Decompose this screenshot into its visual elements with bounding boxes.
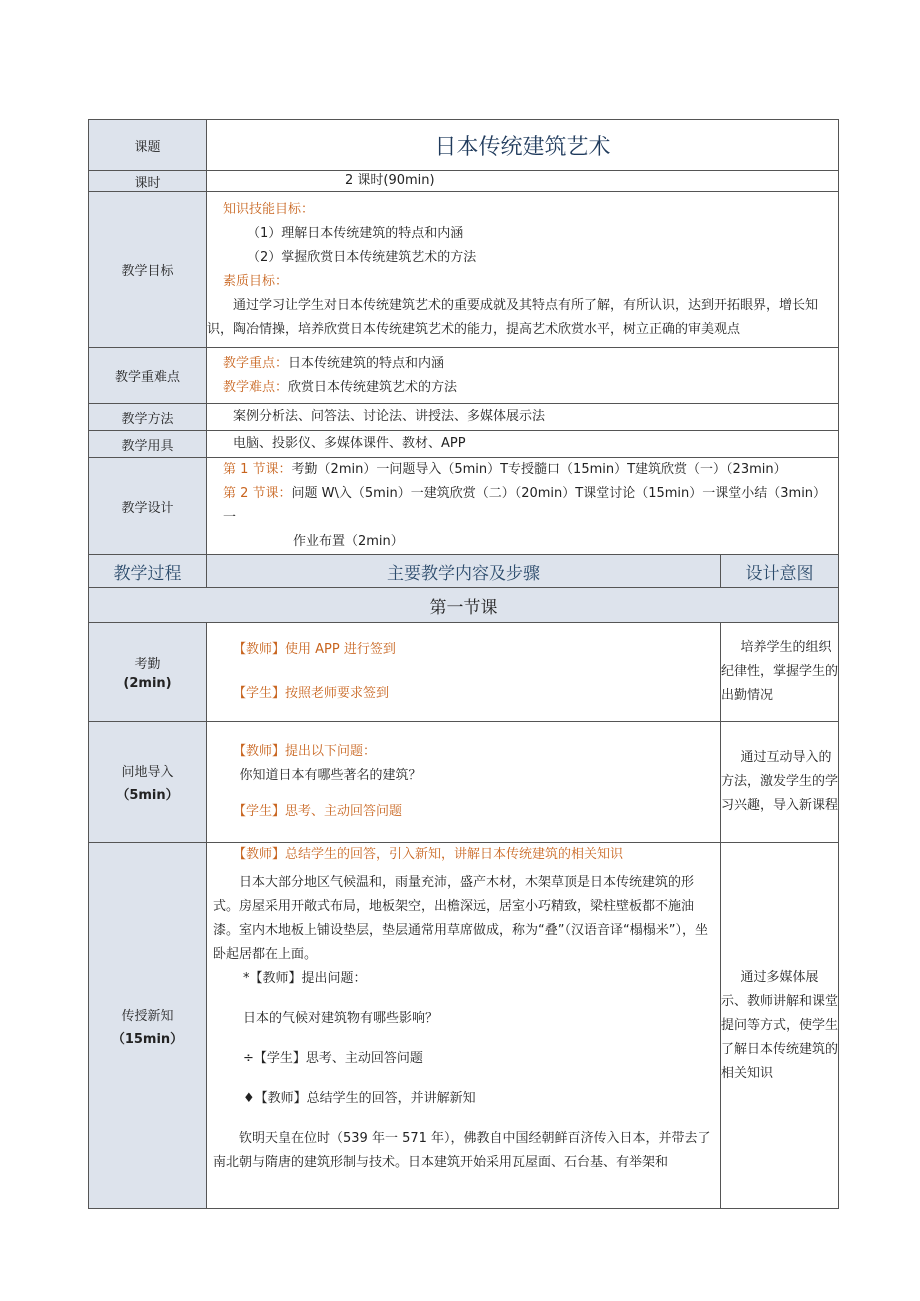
design-intent (721, 722, 839, 843)
column-header-content: 主要教学内容及步骤 (207, 555, 721, 588)
design-label: 教学设计 (89, 458, 207, 555)
step-content (207, 843, 721, 1209)
column-header-intent: 设计意图 (721, 555, 839, 588)
design-intent (721, 623, 839, 722)
student-action: 【学生】思考、主动回答问题 (233, 804, 403, 819)
objectives-cell (207, 192, 839, 348)
teacher-summary: ♦【教师】总结学生的回答，并讲解新知 (243, 1091, 476, 1106)
lesson2-title: 第 2 节课： (223, 486, 292, 501)
focus-text: 日本传统建筑的特点和内涵 (288, 355, 445, 371)
step-name: 考勤 (134, 657, 161, 672)
step-time: （15min） (111, 1031, 184, 1047)
lesson2-continuation: 作业布置（2min） (293, 534, 404, 549)
question-text: 日本的气候对建筑物有哪些影响？ (243, 1011, 439, 1026)
objectives-label: 教学目标 (89, 192, 207, 348)
lesson-plan-table (88, 119, 839, 1209)
step-time: (2min) (123, 676, 172, 691)
hours-label: 课时 (89, 171, 207, 192)
key-points-cell (207, 348, 839, 404)
teacher-action: 【教师】总结学生的回答，引入新知，讲解日本传统建筑的相关知识 (233, 847, 624, 862)
teacher-question-prompt: *【教师】提出问题： (243, 971, 367, 986)
step-name-cell (89, 843, 207, 1209)
step-name: 传授新知 (121, 1008, 174, 1024)
lesson1-title: 第 1 节课： (223, 462, 292, 477)
knowledge-paragraph-2: 钦明天皇在位时（539 年一 571 年），佛教自中国经朝鲜百济传入日本，并带去了南北朝与隋唐的建筑形制与技术。日本建筑开始采用瓦屋面、石台基、有举架和 (213, 1131, 711, 1170)
difficulty-title: 教学难点： (223, 379, 289, 395)
knowledge-goal-title: 知识技能目标： (223, 201, 315, 217)
step-row-new-knowledge (89, 843, 839, 1209)
student-action: ÷【学生】思考、主动回答问题 (243, 1051, 423, 1066)
step-time: （5min） (116, 788, 179, 803)
intent-text: 通过多媒体展示、教师讲解和课堂提问等方式，使学生了解日本传统建筑的相关知识 (721, 969, 839, 1081)
question-text: 你知道日本有哪些著名的建筑？ (239, 768, 422, 783)
intent-text: 通过互动导入的方法，激发学生的学习兴趣，导入新课程 (721, 750, 839, 813)
key-points-label: 教学重难点 (89, 348, 207, 404)
objective-item-2: （2）掌握欣赏日本传统建筑艺术的方法 (247, 249, 477, 265)
topic-title: 日本传统建筑艺术 (207, 120, 839, 171)
methods-value: 案例分析法、问答法、讨论法、讲授法、多媒体展示法 (207, 404, 839, 431)
intent-text: 培养学生的组织纪律性，掌握学生的出勤情况 (721, 640, 839, 703)
methods-label: 教学方法 (89, 404, 207, 431)
lesson1-text: 考勤（2min）一问题导入（5min）T专授髓口（15min）T建筑欣赏（一）（23min） (291, 462, 787, 477)
design-intent (721, 843, 839, 1209)
hours-value: 2 课时(90min) (207, 171, 839, 192)
knowledge-paragraph-1: 日本大部分地区气候温和，雨量充沛，盛产木材，木架草顶是日本传统建筑的形式。房屋采用开敞式布局，地板架空，出檐深远，居室小巧精致，梁柱壁板都不施油漆。室内木地板上铺设垫层，垫层通常用草席做成，称为“叠”（汉语音译“榻榻米”），坐卧起居都在上面。 (213, 875, 708, 962)
objective-item-1: （1）理解日本传统建筑的特点和内涵 (247, 225, 464, 241)
section-title-lesson-1: 第一节课 (89, 588, 839, 623)
student-action: 【学生】按照老师要求签到 (233, 686, 390, 701)
design-cell (207, 458, 839, 555)
tools-label: 教学用具 (89, 431, 207, 458)
quality-goal-text: 通过学习让学生对日本传统建筑艺术的重要成就及其特点有所了解，有所认识，达到开拓眼界，增长知识，陶冶情操，培养欣赏日本传统建筑艺术的能力，提高艺术欣赏水平，树立正确的审美观点 (207, 297, 819, 337)
focus-title: 教学重点： (223, 355, 289, 371)
quality-goal-title: 素质目标： (223, 273, 289, 289)
step-row-introduction (89, 722, 839, 843)
step-content (207, 623, 721, 722)
step-name-cell (89, 623, 207, 722)
step-row-attendance (89, 623, 839, 722)
step-name-cell (89, 722, 207, 843)
tools-value: 电脑、投影仪、多媒体课件、教材、APP (207, 431, 839, 458)
difficulty-text: 欣赏日本传统建筑艺术的方法 (288, 379, 458, 395)
step-name: 问地导入 (121, 765, 174, 780)
column-header-process: 教学过程 (89, 555, 207, 588)
step-content (207, 722, 721, 843)
teacher-action: 【教师】提出以下问题： (233, 744, 377, 759)
topic-label: 课题 (89, 120, 207, 171)
lesson2-text: 问题 W\入（5min）一建筑欣赏（二）（20min）T课堂讨论（15min）一课堂小结（3min）一 (223, 486, 827, 525)
teacher-action: 【教师】使用 APP 进行签到 (233, 642, 396, 657)
